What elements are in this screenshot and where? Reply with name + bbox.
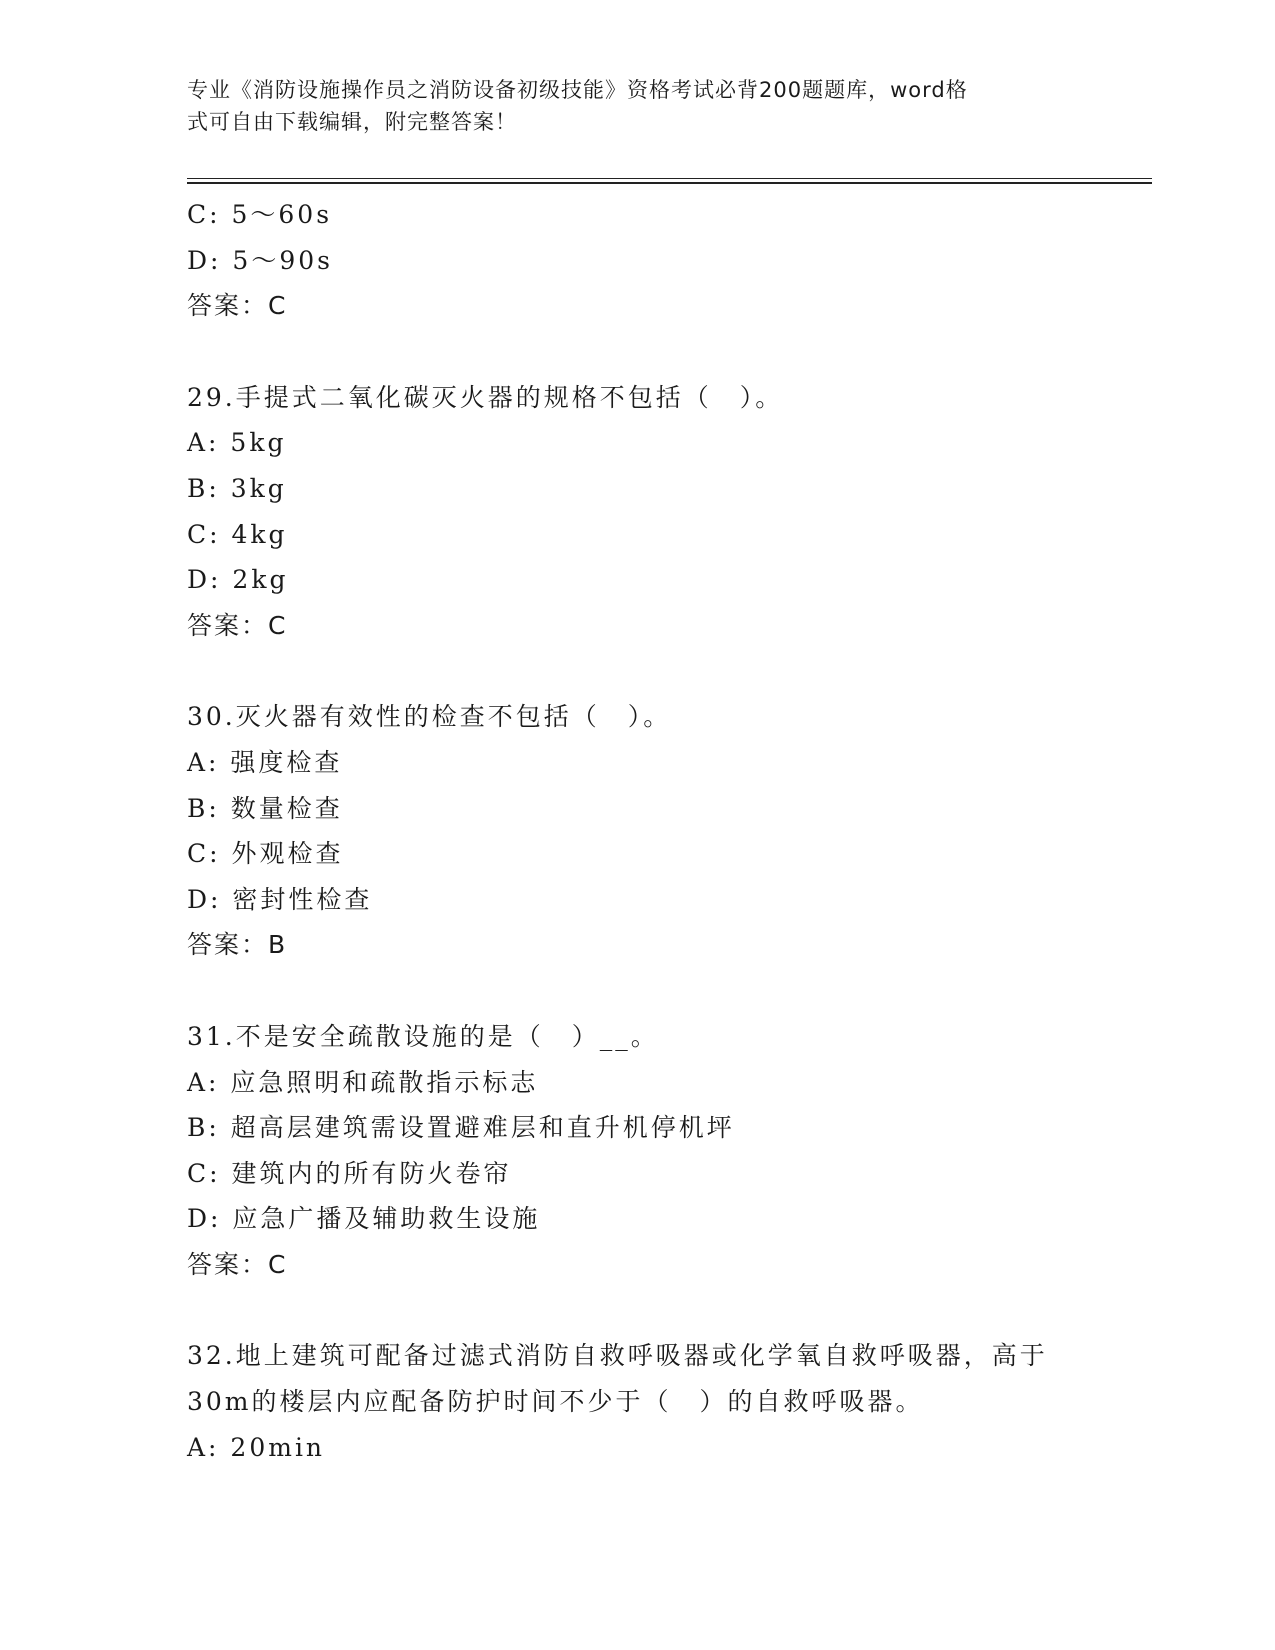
answer-line: 答案：C [187,1249,288,1279]
block-gap [187,1287,1087,1333]
header-line-1: 专业《消防设施操作员之消防设备初级技能》资格考试必背200题题库，word格 [187,78,968,102]
block-gap [187,329,1087,375]
question-stem-line-2: 30m的楼层内应配备防护时间不少于（ ）的自救呼吸器。 [187,1387,924,1417]
option-c: C: 外观检查 [187,839,344,869]
question-block-32 [187,1333,1087,1470]
answer-line: 答案：C [187,291,288,321]
header-rule-thick [187,182,1152,184]
block-gap [187,648,1087,694]
option-d: D: 应急广播及辅助救生设施 [187,1204,541,1234]
option-a: A: 5kg [187,428,287,458]
block-gap [187,968,1087,1014]
question-block-carryover [187,192,1087,329]
question-block-29 [187,375,1087,649]
question-stem: 29.手提式二氧化碳灭火器的规格不包括（ ）。 [187,382,784,412]
option-b: B: 3kg [187,473,287,503]
question-block-30 [187,694,1087,968]
option-d: D: 5～90s [187,245,333,275]
option-c: C: 4kg [187,519,288,549]
option-c: C: 5～60s [187,200,333,229]
option-c: C: 建筑内的所有防火卷帘 [187,1158,512,1188]
answer-line: 答案：B [187,930,288,960]
option-d: D: 密封性检查 [187,884,373,914]
answer-line: 答案：C [187,610,288,640]
question-block-31 [187,1014,1087,1288]
question-content [187,192,1087,1470]
question-stem-line-1: 32.地上建筑可配备过滤式消防自救呼吸器或化学氧自救呼吸器，高于 [187,1341,1048,1371]
document-header [187,74,1067,138]
header-rule-thin [187,178,1152,179]
option-a: A: 20min [187,1432,326,1462]
option-b: B: 超高层建筑需设置避难层和直升机停机坪 [187,1113,735,1143]
question-stem: 31.不是安全疏散设施的是（ ）__。 [187,1021,659,1051]
header-line-2: 式可自由下载编辑，附完整答案！ [187,110,517,134]
question-stem: 30.灭火器有效性的检查不包括（ ）。 [187,702,672,732]
option-a: A: 强度检查 [187,747,343,777]
option-d: D: 2kg [187,565,289,595]
option-a: A: 应急照明和疏散指示标志 [187,1067,539,1097]
option-b: B: 数量检查 [187,793,343,823]
